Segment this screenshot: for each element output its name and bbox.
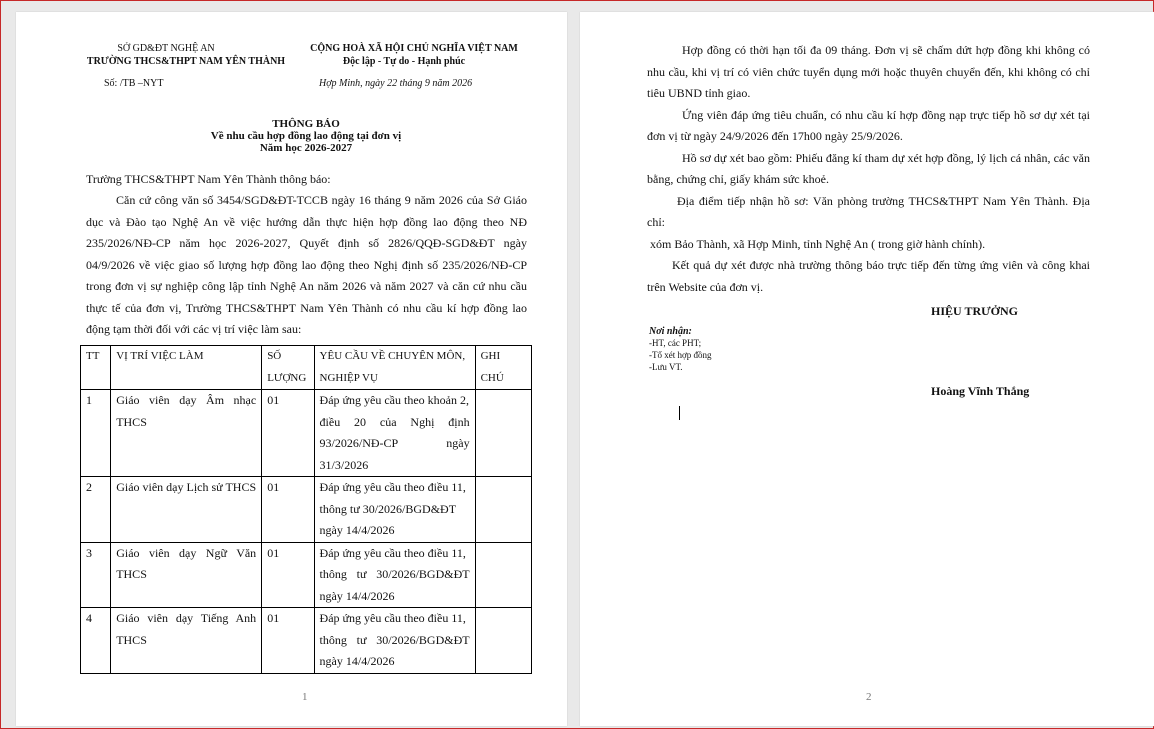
body-line: xóm Bảo Thành, xã Hợp Minh, tỉnh Nghệ An ( trong giờ hành chính). (650, 236, 986, 251)
row-quantity: 01 (262, 390, 314, 477)
document-page-1 (16, 12, 567, 726)
signer-title: HIỆU TRƯỞNG (931, 304, 1019, 318)
req-line: Đáp ứng yêu cầu theo điều 11, (319, 480, 466, 494)
recipients-label: Nơi nhận: (649, 326, 692, 337)
header-tt: TT (81, 346, 111, 390)
header-position: VỊ TRÍ VIỆC LÀM (111, 346, 262, 390)
position-line: Giáo viên dạy Lịch sử THCS (116, 480, 257, 494)
signer-name: Hoàng Vĩnh Thắng (931, 384, 1030, 398)
recipient-item: -HT, các PHT; (649, 338, 702, 348)
row-requirement (314, 390, 475, 477)
position-line: Giáo viên dạy Tiếng Anh (116, 611, 257, 625)
req-line: ngày 14/4/2026 (319, 523, 395, 537)
req-line: thông tư 30/2026/BGD&ĐT (319, 567, 470, 581)
row-requirement (314, 477, 475, 543)
req-line: điều 20 của Nghị định (319, 414, 470, 429)
row-note (475, 477, 531, 543)
job-table (80, 345, 532, 674)
body-line: 235/2026/NĐ-CP năm học 2026-2027, Quyết định số 2826/QQĐ-SGD&ĐT ngày (86, 236, 527, 250)
body-line: 04/9/2026 về việc giao số lượng hợp đồng lao động theo Nghị định số 235/2026/NĐ-CP (86, 257, 527, 272)
position-line: THCS (116, 567, 147, 581)
body-line: trong đơn vị sự nghiệp công lập tỉnh Nghệ An năm 2026 và năm 2027 và căn cứ nhu cầu (86, 279, 527, 293)
position-line: Giáo viên dạy Ngữ Văn (116, 545, 257, 560)
header-requirement: YÊU CẦU VỀ CHUYÊN MÔN, NGHIỆP VỤ (314, 346, 475, 390)
recipients-list (649, 337, 712, 373)
header-quantity: SỐ LƯỢNG (262, 346, 314, 390)
row-quantity: 01 (262, 542, 314, 608)
page-number: 2 (866, 691, 872, 703)
req-line: 93/2026/NĐ-CP ngày (319, 436, 470, 450)
row-note (475, 542, 531, 608)
body-line: nhu cầu, khi vị trí có viên chức tuyển dụng mới hoặc thuyên chuyển đến, khi không có chỉ (647, 64, 1090, 79)
document-page-2 (580, 12, 1154, 726)
body-line: trên Website của đơn vị. (647, 279, 764, 294)
place-date: Hợp Minh, ngày 22 tháng 9 năm 2026 (319, 78, 473, 89)
row-position (111, 390, 262, 477)
table-row (81, 542, 532, 608)
req-line: Đáp ứng yêu cầu theo khoản 2, (319, 393, 469, 407)
agency-line-2: TRƯỜNG THCS&THPT NAM YÊN THÀNH (86, 56, 286, 67)
position-line: THCS (116, 414, 147, 429)
row-requirement (314, 542, 475, 608)
body-line: Căn cứ công văn số 3454/SGD&ĐT-TCCB ngày 16 tháng 9 năm 2026 của Sở Giáo (116, 193, 527, 207)
table-header-row (81, 346, 532, 390)
row-requirement (314, 608, 475, 674)
body-line: đơn vị từ ngày 24/9/2026 đến 17h00 ngày 25/9/2026. (647, 129, 903, 143)
recipient-item: -Tổ xét hợp đồng (649, 350, 712, 360)
row-note (475, 608, 531, 674)
page-number: 1 (302, 691, 308, 703)
body-line: bằng, chứng chỉ, giấy khám sức khoẻ. (647, 172, 829, 186)
agency-line-1: SỞ GD&ĐT NGHỆ AN (117, 43, 215, 54)
intro-line: Trường THCS&THPT Nam Yên Thành thông báo: (86, 172, 331, 186)
row-tt: 4 (81, 608, 111, 674)
row-position (111, 608, 262, 674)
table-row (81, 477, 532, 543)
nation-header: CỘNG HOÀ XÃ HỘI CHỦ NGHĨA VIỆT NAM (310, 43, 518, 54)
row-position (111, 542, 262, 608)
body-line: Hợp đồng có thời hạn tối đa 09 tháng. Đơn vị sẽ chấm dứt hợp đồng khi không có (682, 43, 1090, 57)
body-line: dục và Đào tạo Nghệ An về việc hướng dẫn thực hiện hợp đồng lao động theo NĐ (86, 214, 527, 229)
req-line: ngày 14/4/2026 (319, 654, 395, 668)
row-quantity: 01 (262, 477, 314, 543)
row-tt: 2 (81, 477, 111, 543)
row-tt: 1 (81, 390, 111, 477)
body-line: Ứng viên đáp ứng tiêu chuẩn, có nhu cầu kí hợp đồng nạp trực tiếp hồ sơ dự xét tại (682, 107, 1090, 122)
req-line: thông tư 30/2026/BGD&ĐT (319, 632, 470, 647)
table-row (81, 608, 532, 674)
position-line: Giáo viên dạy Âm nhạc (116, 393, 257, 407)
body-line: Hồ sơ dự xét bao gồm: Phiếu đăng kí tham dự xét hợp đồng, lý lịch cá nhân, các văn (682, 150, 1090, 165)
position-line: THCS (116, 632, 147, 647)
req-line: thông tư 30/2026/BGD&ĐT (319, 501, 457, 516)
text-cursor[interactable] (679, 406, 680, 420)
row-position (111, 477, 262, 543)
doc-subtitle-2: Năm học 2026-2027 (259, 142, 353, 154)
doc-subtitle-1: Về nhu cầu hợp đồng lao động tại đơn vị (210, 130, 402, 142)
row-tt: 3 (81, 542, 111, 608)
body-line: Địa điểm tiếp nhận hồ sơ: Văn phòng trường THCS&THPT Nam Yên Thành. Địa chỉ: (647, 193, 1090, 229)
req-line: ngày 14/4/2026 (319, 588, 395, 603)
body-line: tiêu UBND tỉnh giao. (647, 86, 751, 100)
body-line: thực tế của đơn vị, Trường THCS&THPT Nam Yên Thành có nhu cầu kí hợp đồng lao (86, 300, 527, 315)
header-note: GHI CHÚ (475, 346, 531, 390)
motto: Độc lập - Tự do - Hạnh phúc (342, 56, 466, 67)
body-line: động tạm thời đối với các vị trí việc làm sau: (86, 322, 302, 336)
body-paragraph (86, 190, 527, 341)
req-line: Đáp ứng yêu cầu theo điều 11, (319, 611, 466, 625)
doc-title: THÔNG BÁO (272, 118, 340, 130)
row-quantity: 01 (262, 608, 314, 674)
recipient-item: -Lưu VT. (649, 362, 683, 372)
row-note (475, 390, 531, 477)
page2-body (647, 40, 1090, 298)
doc-number: Số: /TB –NYT (104, 78, 164, 89)
table-row (81, 390, 532, 477)
req-line: 31/3/2026 (319, 457, 369, 472)
body-line: Kết quả dự xét được nhà trường thông báo trực tiếp đến từng ứng viên và công khai (672, 258, 1090, 272)
req-line: Đáp ứng yêu cầu theo điều 11, (319, 545, 466, 560)
